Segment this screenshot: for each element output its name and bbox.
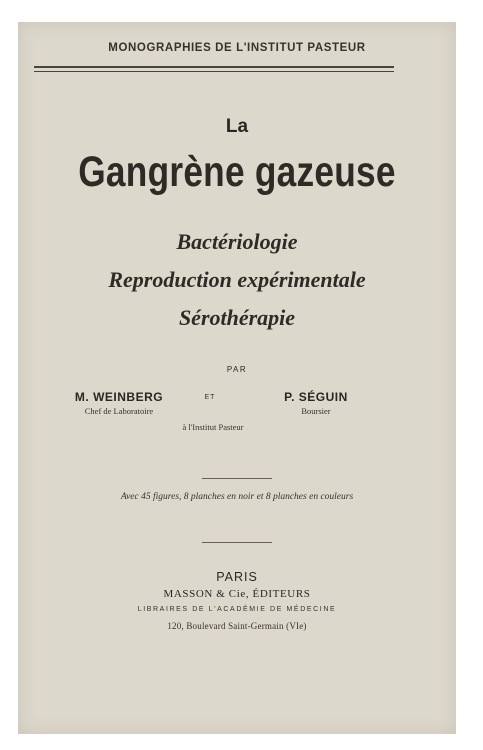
subtitle-reproduction: Reproduction expérimentale xyxy=(108,267,366,292)
author-name: M. WEINBERG xyxy=(74,390,164,404)
author-role: Boursier xyxy=(301,406,331,416)
author-name: P. SÉGUIN xyxy=(284,390,348,404)
book-title: Gangrène gazeuse xyxy=(78,148,396,196)
divider-rule xyxy=(202,478,272,479)
author-role: Chef de Laboratoire xyxy=(84,406,154,416)
illustrations-note: Avec 45 figures, 8 planches en noir et 8 planches en couleurs xyxy=(120,492,354,502)
double-rule-bottom xyxy=(34,71,394,72)
title-article: La xyxy=(225,116,249,137)
series-heading: MONOGRAPHIES DE L'INSTITUT PASTEUR xyxy=(108,42,366,54)
par-label: PAR xyxy=(226,365,248,374)
institute-affiliation: à l'Institut Pasteur xyxy=(182,422,244,432)
subtitle-serotherapie: Sérothérapie xyxy=(178,305,296,330)
et-label: ET xyxy=(204,394,216,401)
divider-rule xyxy=(202,542,272,543)
publisher-note: LIBRAIRES DE L'ACADÉMIE DE MÉDECINE xyxy=(137,606,337,613)
double-rule-top xyxy=(34,66,394,68)
subtitle-bacteriologie: Bactériologie xyxy=(176,229,298,254)
publisher-name: MASSON & Cie, ÉDITEURS xyxy=(163,588,311,600)
author-seguin xyxy=(256,390,376,416)
book-title-page xyxy=(18,22,456,734)
publication-city: PARIS xyxy=(216,570,258,584)
author-weinberg xyxy=(54,390,184,416)
publisher-address: 120, Boulevard Saint-Germain (VIe) xyxy=(167,621,307,631)
